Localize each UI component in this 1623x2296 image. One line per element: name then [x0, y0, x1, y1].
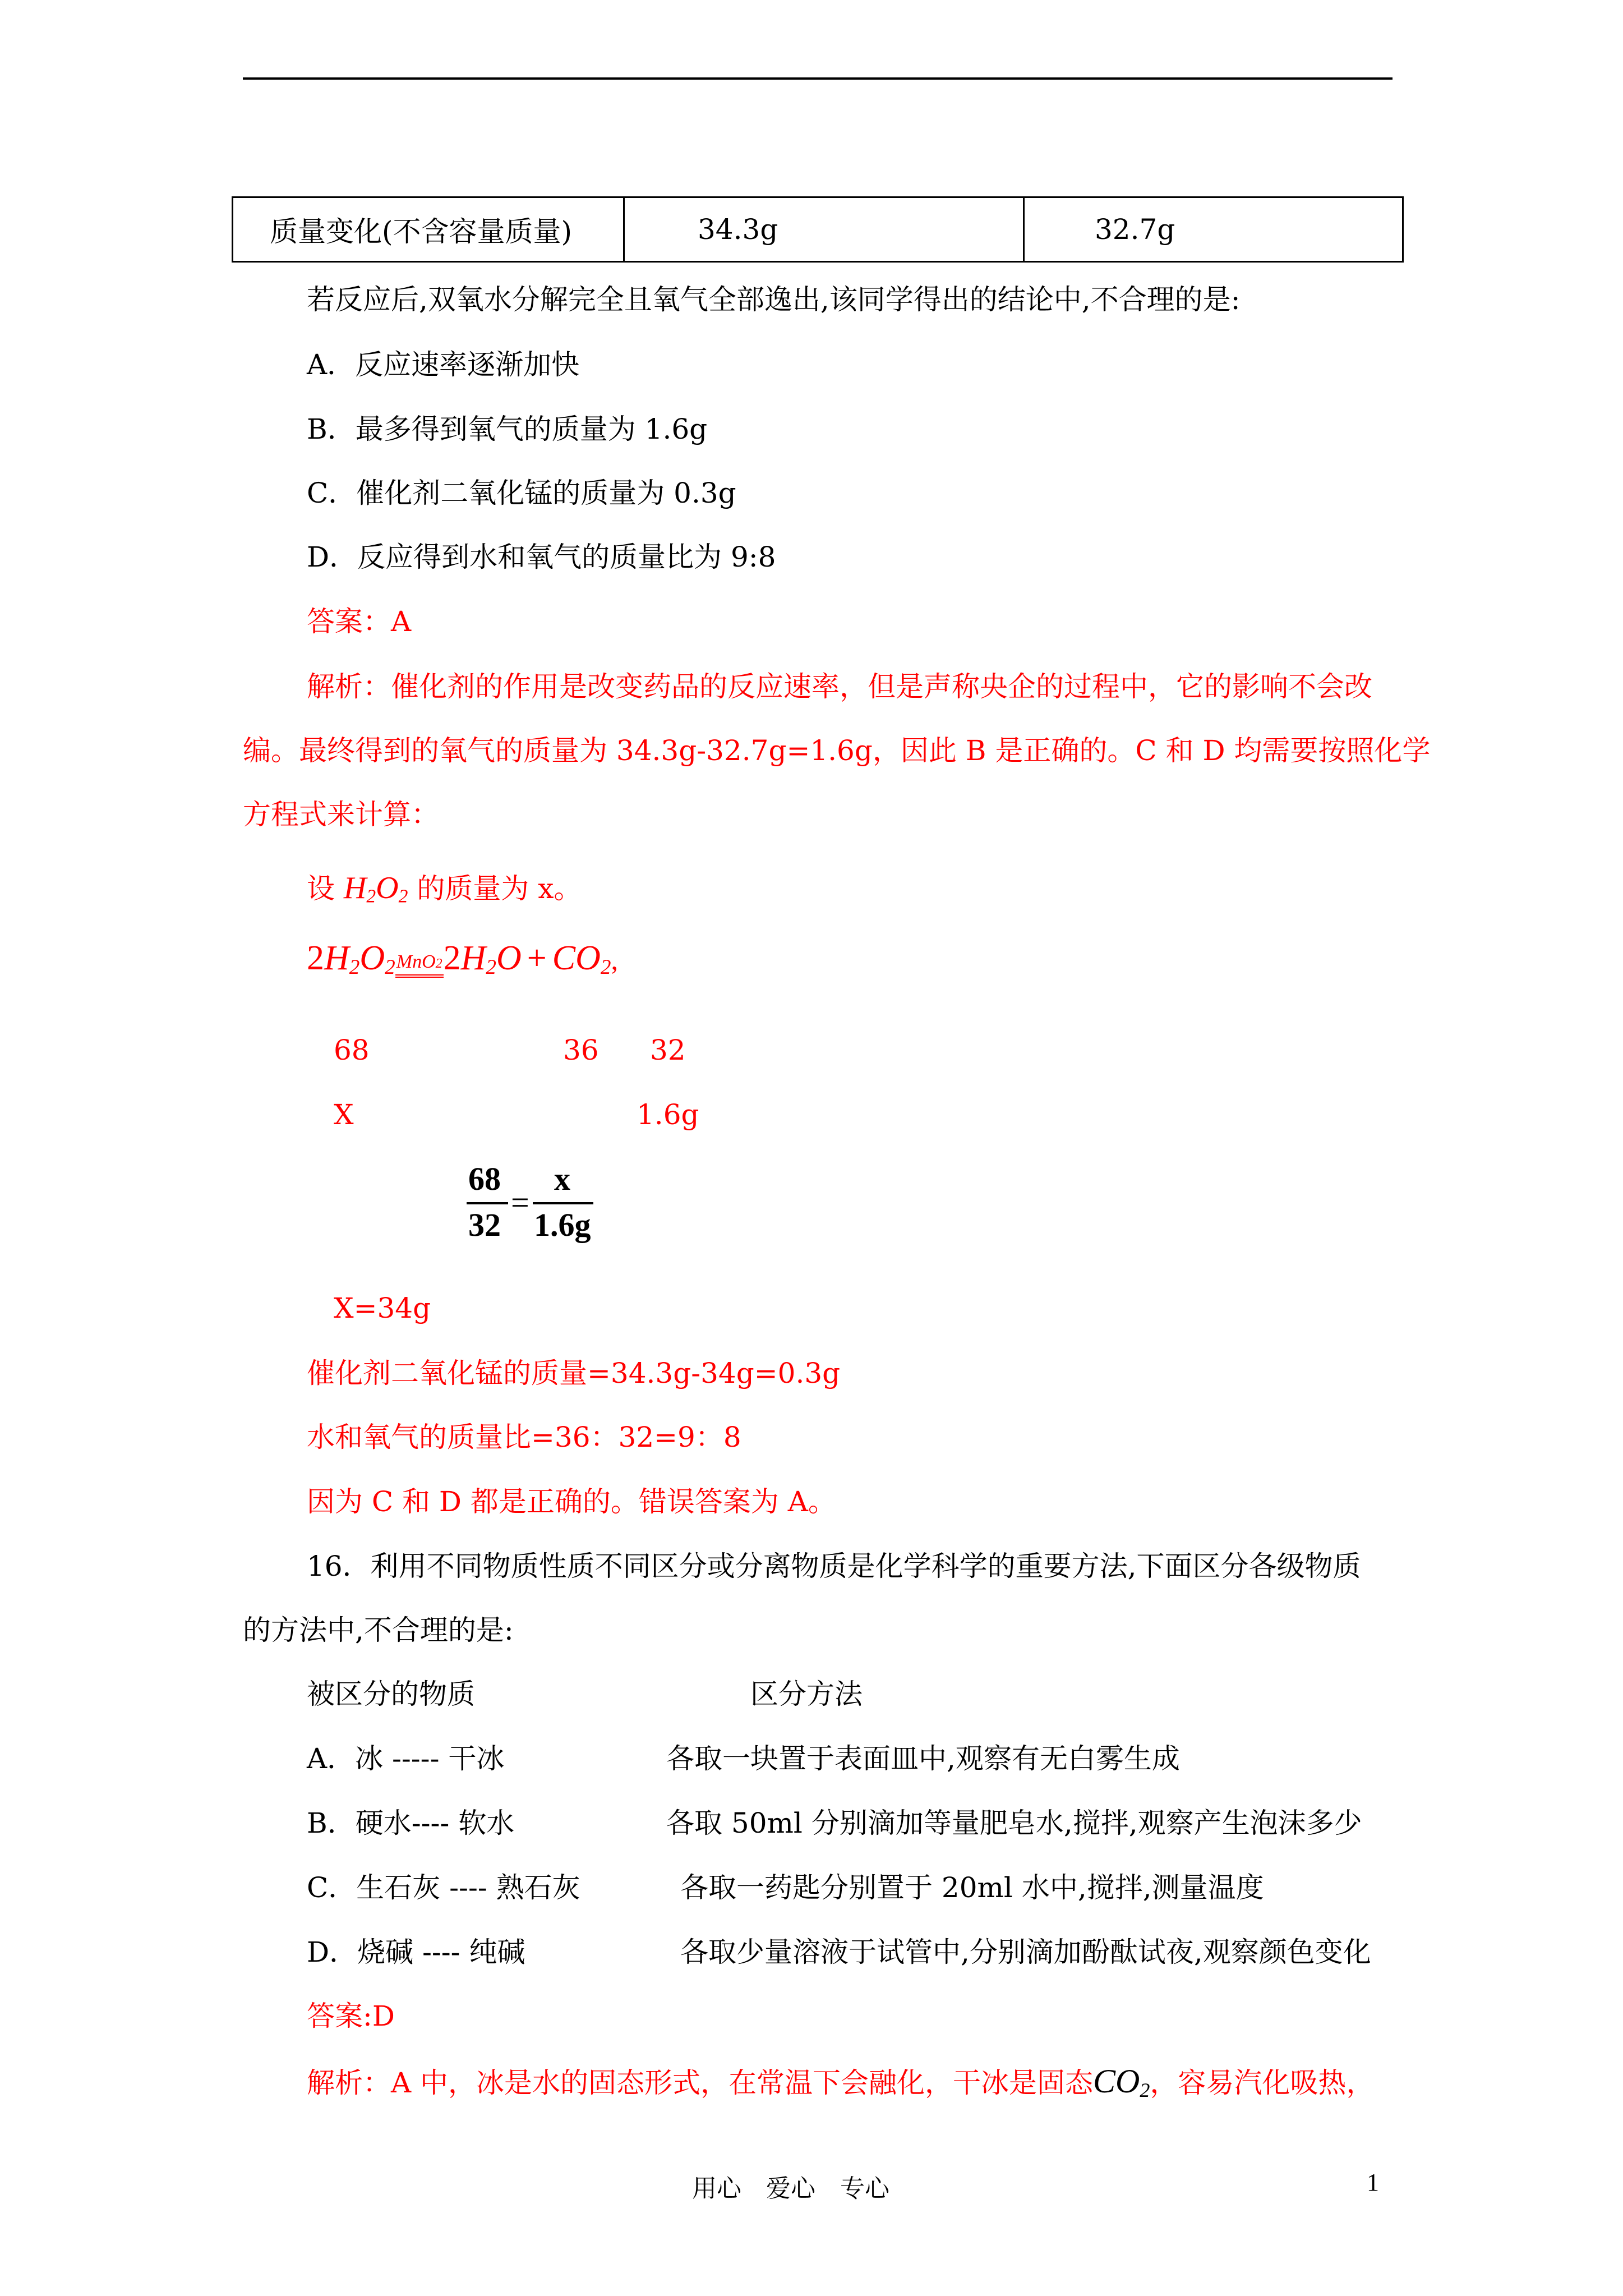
- question-15-stem: 若反应后,双氧水分解完全且氧气全部逸出,该同学得出的结论中,不合理的是:: [307, 283, 1241, 316]
- question-16-stem: 16．利用不同物质性质不同区分或分离物质是化学科学的重要方法,下面区分各级物质: [307, 1550, 1361, 1582]
- result-line: 因为 C 和 D 都是正确的。错误答案为 A。: [307, 1485, 836, 1518]
- table-row: [233, 197, 1403, 262]
- column-header: 被区分的物质: [307, 1678, 475, 1710]
- result-line: 水和氧气的质量比=36：32=9：8: [307, 1421, 741, 1453]
- column-header: 区分方法: [750, 1678, 863, 1710]
- answer-label: 答案:D: [307, 2000, 395, 2032]
- option-a: A．反应速率逐渐加快: [307, 348, 580, 381]
- let-statement: [307, 871, 582, 913]
- mass-change-table: [232, 196, 1404, 263]
- x-result: X=34g: [334, 1292, 431, 1324]
- option-d: D．反应得到水和氧气的质量比为 9:8: [307, 541, 776, 573]
- header-rule: [243, 77, 1393, 80]
- co2-formula: $CO_2$: [1093, 2063, 1150, 2101]
- fraction-bar-right: [533, 1202, 593, 1204]
- unknown-x: X: [334, 1098, 354, 1131]
- fraction-equals: =: [511, 1184, 529, 1221]
- analysis-line: 解析：A 中，冰是水的固态形式，在常温下会融化，干冰是固态$CO_2$，容易汽化吸热，: [307, 2063, 1375, 2101]
- fraction-numerator-right: x: [554, 1161, 570, 1197]
- analysis-line: 解析：催化剂的作用是改变药品的反应速率，但是声称央企的过程中，它的影响不会改: [307, 670, 1372, 703]
- result-line: 催化剂二氧化锰的质量=34.3g-34g=0.3g: [307, 1357, 841, 1389]
- page-number: 1: [1367, 2169, 1379, 2196]
- option-c: C．催化剂二氧化锰的质量为 0.3g: [307, 477, 736, 509]
- option-a-method: 各取一块置于表面皿中,观察有无白雾生成: [666, 1742, 1180, 1775]
- oxygen-mass: 1.6g: [637, 1098, 699, 1131]
- answer-label: 答案：A: [307, 605, 412, 638]
- fraction-numerator-left: 68: [468, 1161, 501, 1197]
- fraction-denominator-right: 1.6g: [534, 1207, 591, 1243]
- molar-mass-h2o2: 68: [334, 1034, 370, 1066]
- analysis-line: 方程式来计算：: [243, 798, 439, 831]
- option-d-substances: D．烧碱 ---- 纯碱: [307, 1936, 525, 1968]
- option-d-method: 各取少量溶液于试管中,分别滴加酚酞试夜,观察颜色变化: [680, 1936, 1371, 1968]
- fraction-denominator-left: 32: [468, 1207, 501, 1243]
- table-value-cell: 32.7g: [1024, 197, 1403, 262]
- option-b-method: 各取 50ml 分别滴加等量肥皂水,搅拌,观察产生泡沫多少: [666, 1807, 1362, 1839]
- catalyst-label: MnO2: [395, 951, 444, 978]
- table-value-cell: 34.3g: [624, 197, 1024, 262]
- table-label-cell: 质量变化(不含容量质量): [233, 197, 624, 262]
- let-prefix: 设: [307, 872, 335, 905]
- reaction-equation: $2H_2O_2MnO22H_2O + CO_2$,: [307, 939, 618, 979]
- molar-mass-h2o: 36: [563, 1034, 599, 1066]
- question-16-stem: 的方法中,不合理的是:: [243, 1614, 514, 1646]
- molar-mass-o2: 32: [650, 1034, 686, 1066]
- option-b: B．最多得到氧气的质量为 1.6g: [307, 413, 708, 445]
- fraction-bar-left: [467, 1202, 508, 1204]
- option-c-substances: C．生石灰 ---- 熟石灰: [307, 1871, 580, 1904]
- h2o2-formula: $H_2O_2$: [343, 871, 408, 907]
- option-c-method: 各取一药匙分别置于 20ml 水中,搅拌,测量温度: [680, 1871, 1264, 1904]
- let-suffix: 的质量为 x。: [417, 872, 582, 905]
- analysis-line: 编。最终得到的氧气的质量为 34.3g-32.7g=1.6g，因此 B 是正确的。C 和 D 均需要按照化学: [243, 734, 1431, 767]
- footer-motto: 用心 爱心 专心: [692, 2174, 889, 2203]
- option-b-substances: B．硬水---- 软水: [307, 1807, 515, 1839]
- option-a-substances: A．冰 ----- 干冰: [307, 1742, 505, 1775]
